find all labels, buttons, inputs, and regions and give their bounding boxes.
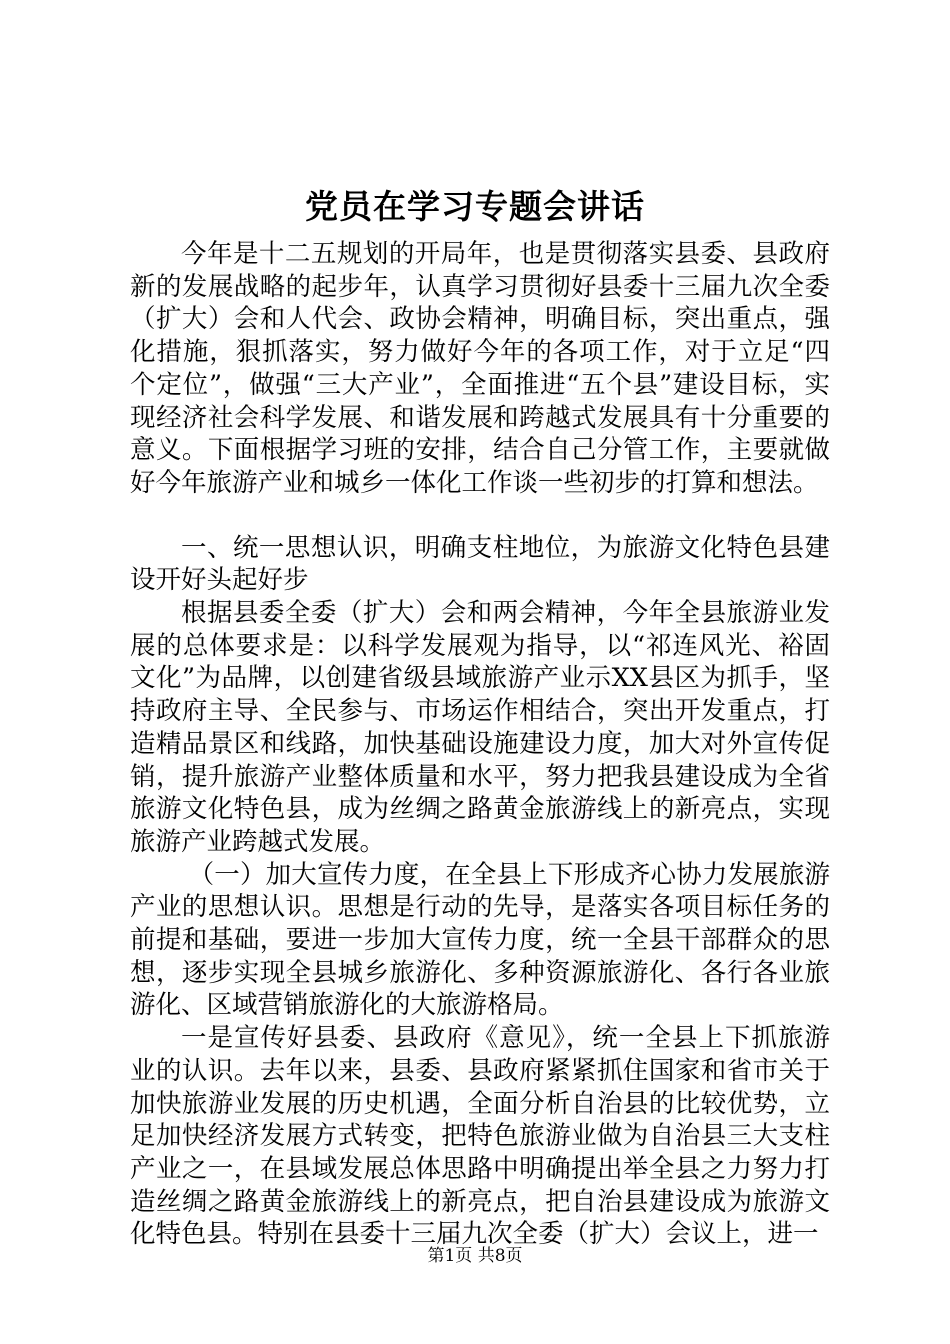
subsection-heading-1: （一）加大宣传力度，在全县上下形成齐心协力发展旅游产业的思想认识。思想是行动的先导，是落实各项目标任务的前提和基础，要进一步加大宣传力度，统一全县干部群众的思想，逐步实现全县城乡旅游化、多种资源旅游化、各行各业旅游化、区域营销旅游化的大旅游格局。 bbox=[130, 859, 830, 1021]
document-body bbox=[130, 238, 830, 1251]
paragraph-intro: 今年是十二五规划的开局年，也是贯彻落实县委、县政府新的发展战略的起步年，认真学习贯彻好县委十三届九次全委（扩大）会和人代会、政协会精神，明确目标，突出重点，强化措施，狠抓落实，努力做好今年的各项工作，对于立足“四个定位”，做强“三大产业”，全面推进“五个县”建设目标，实现经济社会科学发展、和谐发展和跨越式发展具有十分重要的意义。下面根据学习班的安排，结合自己分管工作，主要就做好今年旅游产业和城乡一体化工作谈一些初步的打算和想法。 bbox=[130, 239, 830, 498]
page-footer: 第1页 共8页 bbox=[427, 1246, 523, 1266]
section-heading-1: 一、统一思想认识，明确支柱地位，为旅游文化特色县建设开好头起好步 bbox=[130, 532, 830, 596]
paragraph-point-1: 一是宣传好县委、县政府《意见》，统一全县上下抓旅游业的认识。去年以来，县委、县政府紧紧抓住国家和省市关于加快旅游业发展的历史机遇，全面分析自治县的比较优势，立足加快经济发展方式转变，把特色旅游业做为自治县三大支柱产业之一，在县域发展总体思路中明确提出举全县之力努力打造丝绸之路黄金旅游线上的新亮点，把自治县建设成为旅游文化特色县。特别在县委十三届九次全委（扩大）会议上，进一 bbox=[130, 1023, 830, 1250]
document-title: 党员在学习专题会讲话 bbox=[305, 187, 645, 226]
paragraph-overall-requirements: 根据县委全委（扩大）会和两会精神，今年全县旅游业发展的总体要求是：以科学发展观为指导，以“祁连风光、裕固文化”为品牌，以创建省级县域旅游产业示XX县区为抓手，坚持政府主导、全民参与、市场运作相结合，突出开发重点，打造精品景区和线路，加快基础设施建设力度，加大对外宣传促销，提升旅游产业整体质量和水平，努力把我县建设成为全省旅游文化特色县，成为丝绸之路黄金旅游线上的新亮点，实现旅游产业跨越式发展。 bbox=[130, 598, 830, 857]
